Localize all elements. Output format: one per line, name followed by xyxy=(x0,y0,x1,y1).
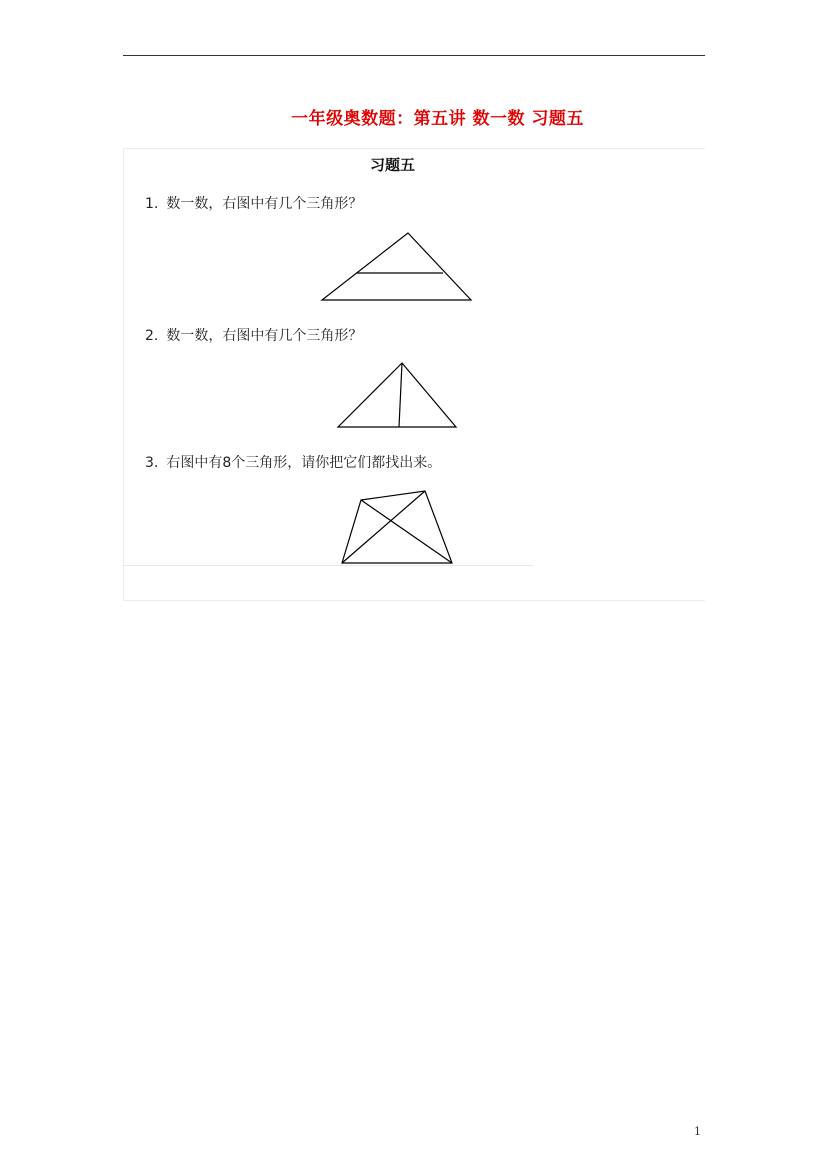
triangle-with-vertical-line-icon xyxy=(338,363,456,427)
document-title: 一年级奥数题：第五讲 数一数 习题五 xyxy=(291,109,584,129)
page-number: 1 xyxy=(694,1125,701,1138)
question-number: 2. xyxy=(145,328,159,344)
question-text: 数一数，右图中有几个三角形？ xyxy=(166,328,363,344)
question-text: 右图中有8个三角形，请你把它们都找出来。 xyxy=(166,455,442,471)
section-title: 习题五 xyxy=(370,156,416,174)
triangle-with-horizontal-line-icon xyxy=(322,233,471,300)
question-number: 1. xyxy=(145,196,159,212)
question-number: 3. xyxy=(145,455,159,471)
trapezoid-with-diagonals-icon xyxy=(342,491,452,563)
question-text: 数一数，右图中有几个三角形？ xyxy=(166,196,363,212)
